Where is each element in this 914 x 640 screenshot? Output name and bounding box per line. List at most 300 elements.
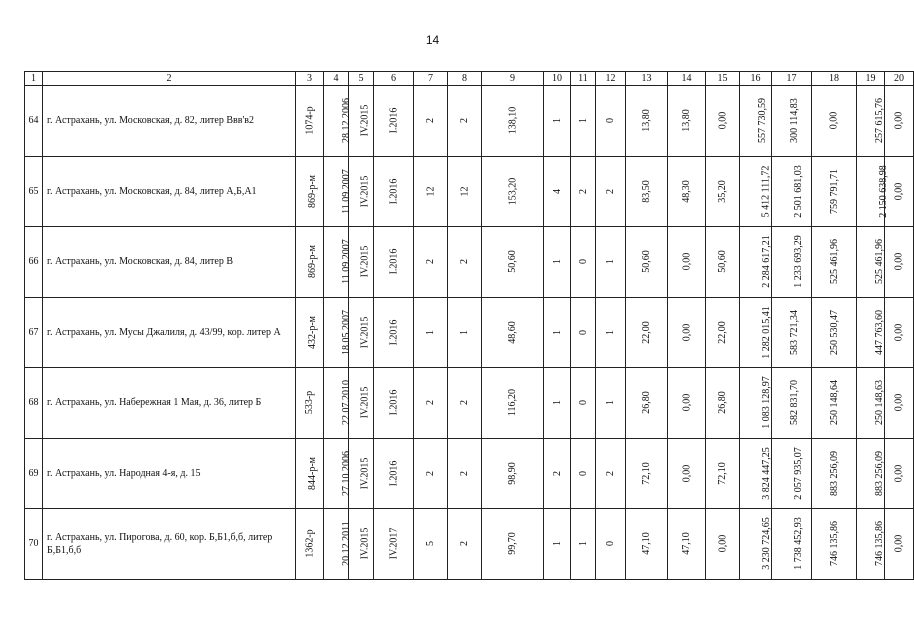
cost-regional-value: 525 461,96 xyxy=(829,239,840,285)
rooms-total-value: 2 xyxy=(551,470,563,476)
address-cell xyxy=(43,368,296,439)
column-header: 4 xyxy=(324,72,349,86)
decision-date-cell xyxy=(324,227,352,298)
column-header: 14 xyxy=(668,72,706,86)
decision-number-value: 844-р-м xyxy=(307,456,318,490)
area-private-cell xyxy=(668,297,706,368)
cost-extra-value: 0,00 xyxy=(893,394,905,412)
rooms-private-value: 0 xyxy=(577,400,589,406)
rooms-municipal-value: 0 xyxy=(605,118,616,124)
address-cell xyxy=(43,86,296,157)
row-number-cell xyxy=(25,368,43,439)
residents-relocated-cell xyxy=(448,438,482,509)
area-total-value: 153,20 xyxy=(507,177,518,205)
residents-relocated-value: 2 xyxy=(459,400,470,406)
rooms-total-cell xyxy=(544,509,571,580)
residents-relocated-value: 2 xyxy=(459,259,470,265)
area-municipal-value: 72,10 xyxy=(717,462,728,485)
rooms-municipal-cell xyxy=(596,227,626,298)
stage-start-value: IV.2015 xyxy=(359,245,371,278)
cost-municipal-value: 2 150 638,98 xyxy=(877,165,889,218)
page-number: 14 xyxy=(425,33,440,47)
column-header: 8 xyxy=(448,72,482,86)
decision-date-value: 22.07.2010 xyxy=(341,380,352,426)
area-total-cell xyxy=(482,227,544,298)
cost-regional-cell xyxy=(812,297,857,368)
residents-relocated-cell xyxy=(448,156,482,227)
cost-extra-cell xyxy=(885,297,914,368)
area-municipal-value: 50,60 xyxy=(717,250,728,273)
decision-number-value: 1362-р xyxy=(304,529,316,558)
column-header: 11 xyxy=(571,72,596,86)
stage-start-cell xyxy=(349,368,374,439)
area-private-cell xyxy=(668,156,706,227)
rooms-municipal-value: 0 xyxy=(605,541,616,547)
area-total-value: 48,60 xyxy=(507,321,518,344)
area-private-value: 13,80 xyxy=(681,109,692,132)
rooms-private-value: 2 xyxy=(577,188,589,194)
residents-total-cell xyxy=(414,297,448,368)
cost-total-value: 5 412 111,72 xyxy=(760,165,772,218)
cost-municipal-value: 746 135,86 xyxy=(874,521,885,567)
residents-total-cell xyxy=(414,509,448,580)
area-total-cell xyxy=(482,509,544,580)
row-number-cell xyxy=(25,227,43,298)
decision-number-cell xyxy=(296,86,324,157)
decision-number-cell xyxy=(296,227,324,298)
cost-municipal-value: 447 763,60 xyxy=(874,309,885,355)
area-total-cell xyxy=(482,438,544,509)
cost-extra-value: 0,00 xyxy=(893,535,905,553)
rooms-total-value: 1 xyxy=(551,259,563,265)
cost-extra-cell xyxy=(885,227,914,298)
area-total-cell xyxy=(482,368,544,439)
cost-regional-cell xyxy=(812,227,857,298)
area-private-value: 0,00 xyxy=(681,394,692,412)
rooms-private-value: 1 xyxy=(577,118,589,124)
address-value: г. Астрахань, ул. Московская, д. 84, литер В xyxy=(47,256,234,268)
residents-total-value: 2 xyxy=(425,118,436,124)
decision-date-value: 28.12.2006 xyxy=(341,98,352,144)
cost-municipal-value: 257 615,76 xyxy=(874,98,885,144)
decision-number-value: 533-р xyxy=(304,391,315,415)
column-header: 1 xyxy=(25,72,43,86)
column-header: 3 xyxy=(296,72,324,86)
stage-start-cell xyxy=(349,509,374,580)
cost-regional-value: 0,00 xyxy=(828,112,840,130)
area-municipal-value: 26,80 xyxy=(717,391,728,414)
cost-municipal-cell xyxy=(857,438,885,509)
cost-total-cell xyxy=(740,368,772,439)
area-total-value: 98,90 xyxy=(507,462,518,485)
rooms-private-cell xyxy=(571,156,596,227)
column-header: 16 xyxy=(740,72,772,86)
decision-date-cell xyxy=(324,438,352,509)
row-number-value: 65 xyxy=(28,185,39,197)
residents-relocated-value: 1 xyxy=(459,329,470,335)
area-municipal-value: 35,20 xyxy=(717,180,728,203)
column-header: 13 xyxy=(626,72,668,86)
rooms-total-value: 4 xyxy=(551,188,563,194)
residents-relocated-value: 2 xyxy=(459,470,470,476)
column-header: 2 xyxy=(43,72,296,86)
row-number-cell xyxy=(25,509,43,580)
cost-total-value: 3 824 447,25 xyxy=(760,447,772,500)
address-cell xyxy=(43,227,296,298)
rooms-total-value: 1 xyxy=(551,329,563,335)
area-relocated-cell xyxy=(626,438,668,509)
cost-fund-cell xyxy=(772,86,812,157)
cost-regional-value: 250 148,64 xyxy=(829,380,840,426)
column-header: 10 xyxy=(544,72,571,86)
rooms-total-value: 1 xyxy=(551,400,563,406)
decision-date-value: 11.09.2007 xyxy=(340,168,352,214)
cost-total-cell xyxy=(740,227,772,298)
column-header: 12 xyxy=(596,72,626,86)
rooms-private-value: 0 xyxy=(577,470,589,476)
table-row xyxy=(25,368,914,439)
rooms-private-value: 0 xyxy=(577,329,589,335)
area-total-value: 116,20 xyxy=(506,389,518,417)
stage-end-cell xyxy=(374,438,414,509)
cost-fund-cell xyxy=(772,227,812,298)
area-relocated-cell xyxy=(626,227,668,298)
rooms-total-value: 1 xyxy=(551,541,563,547)
cost-fund-value: 1 738 452,93 xyxy=(792,517,804,570)
column-header: 15 xyxy=(706,72,740,86)
decision-number-cell xyxy=(296,368,324,439)
decision-number-value: 869-р-м xyxy=(307,174,318,208)
area-relocated-cell xyxy=(626,368,668,439)
rooms-municipal-cell xyxy=(596,86,626,157)
area-relocated-value: 47,10 xyxy=(641,532,652,555)
area-total-value: 138,10 xyxy=(507,107,518,135)
cost-regional-value: 250 530,47 xyxy=(829,309,840,355)
rooms-total-cell xyxy=(544,156,571,227)
area-total-value: 50,60 xyxy=(507,250,518,273)
area-municipal-cell xyxy=(706,156,740,227)
decision-number-cell xyxy=(296,297,324,368)
cost-regional-cell xyxy=(812,438,857,509)
cost-total-value: 1 282 015,41 xyxy=(760,306,772,359)
cost-regional-value: 759 791,71 xyxy=(829,168,840,214)
area-private-value: 48,30 xyxy=(681,180,692,203)
stage-end-cell xyxy=(374,297,414,368)
column-header: 7 xyxy=(414,72,448,86)
cost-extra-cell xyxy=(885,509,914,580)
cost-extra-value: 0,00 xyxy=(893,464,905,482)
decision-number-cell xyxy=(296,156,324,227)
cost-regional-cell xyxy=(812,86,857,157)
area-municipal-value: 22,00 xyxy=(717,321,728,344)
rooms-total-cell xyxy=(544,368,571,439)
area-private-value: 0,00 xyxy=(681,253,692,271)
cost-municipal-cell xyxy=(857,509,885,580)
stage-start-cell xyxy=(349,438,374,509)
cost-fund-value: 582 831,70 xyxy=(789,380,800,426)
address-value: г. Астрахань, ул. Московская, д. 82, литер Ввв'в2 xyxy=(47,115,254,127)
stage-end-cell xyxy=(374,509,414,580)
cost-extra-cell xyxy=(885,156,914,227)
stage-start-cell xyxy=(349,297,374,368)
area-municipal-value: 0,00 xyxy=(717,112,728,130)
cost-extra-value: 0,00 xyxy=(893,253,905,271)
cost-fund-cell xyxy=(772,368,812,439)
residents-total-value: 12 xyxy=(425,186,436,197)
column-header: 17 xyxy=(772,72,812,86)
rooms-municipal-cell xyxy=(596,509,626,580)
row-number-value: 66 xyxy=(28,256,39,268)
rooms-private-cell xyxy=(571,368,596,439)
address-value: г. Астрахань, ул. Пирогова, д. 60, кор. Б,Б1,б,б, литер Б,Б1,б,б xyxy=(47,531,273,556)
cost-fund-value: 583 721,34 xyxy=(789,309,800,355)
address-value: г. Астрахань, ул. Мусы Джалиля, д. 43/99, кор. литер А xyxy=(47,326,281,338)
cost-fund-value: 2 501 681,03 xyxy=(792,165,804,218)
decision-date-cell xyxy=(324,156,352,227)
table-row xyxy=(25,438,914,509)
area-private-value: 47,10 xyxy=(681,532,692,555)
cost-municipal-cell xyxy=(857,156,889,227)
cost-fund-value: 1 233 693,29 xyxy=(792,235,804,288)
area-private-cell xyxy=(668,368,706,439)
area-relocated-value: 22,00 xyxy=(641,321,652,344)
rooms-private-cell xyxy=(571,438,596,509)
row-number-cell xyxy=(25,86,43,157)
area-private-cell xyxy=(668,227,706,298)
stage-end-value: I.2016 xyxy=(388,178,399,205)
cost-municipal-value: 525 461,96 xyxy=(874,239,885,285)
cost-fund-value: 300 114,83 xyxy=(788,98,800,144)
cost-municipal-cell xyxy=(857,297,885,368)
area-relocated-value: 26,80 xyxy=(641,391,652,414)
stage-start-cell xyxy=(349,227,374,298)
table-row xyxy=(25,156,914,227)
rooms-municipal-cell xyxy=(596,438,626,509)
rooms-total-cell xyxy=(544,86,571,157)
residents-total-value: 2 xyxy=(425,259,436,265)
address-cell xyxy=(43,438,296,509)
rooms-total-cell xyxy=(544,438,571,509)
area-private-cell xyxy=(668,86,706,157)
residents-total-value: 1 xyxy=(425,329,436,335)
column-header: 5 xyxy=(349,72,374,86)
table-row xyxy=(25,227,914,298)
residents-total-value: 5 xyxy=(425,541,436,547)
address-cell xyxy=(43,509,296,580)
area-relocated-value: 83,50 xyxy=(641,180,652,203)
decision-date-cell xyxy=(324,368,352,439)
area-private-cell xyxy=(668,438,706,509)
area-private-value: 0,00 xyxy=(681,323,692,341)
cost-regional-value: 883 256,09 xyxy=(829,450,840,496)
cost-extra-cell xyxy=(885,368,914,439)
cost-total-value: 1 083 128,97 xyxy=(760,376,772,429)
residents-relocated-cell xyxy=(448,509,482,580)
stage-start-cell xyxy=(349,156,374,227)
stage-end-cell xyxy=(374,86,414,157)
cost-municipal-cell xyxy=(857,86,885,157)
column-header: 19 xyxy=(857,72,885,86)
stage-end-cell xyxy=(374,227,414,298)
table-row xyxy=(25,86,914,157)
area-municipal-cell xyxy=(706,438,740,509)
cost-fund-cell xyxy=(772,509,812,580)
rooms-municipal-cell xyxy=(596,368,626,439)
cost-fund-cell xyxy=(772,438,812,509)
cost-municipal-value: 883 256,09 xyxy=(874,450,885,496)
area-municipal-cell xyxy=(706,297,740,368)
decision-number-value: 432-р-м xyxy=(307,315,318,349)
row-number-value: 68 xyxy=(28,397,39,409)
row-number-value: 64 xyxy=(28,115,39,127)
rooms-total-cell xyxy=(544,297,571,368)
area-municipal-cell xyxy=(706,86,740,157)
address-cell xyxy=(43,297,296,368)
residents-relocated-cell xyxy=(448,227,482,298)
row-number-value: 67 xyxy=(28,326,39,338)
area-total-cell xyxy=(482,297,544,368)
stage-end-value: I.2016 xyxy=(388,319,399,346)
column-header: 6 xyxy=(374,72,414,86)
area-relocated-cell xyxy=(626,509,668,580)
cost-regional-cell xyxy=(812,368,857,439)
cost-regional-cell xyxy=(812,156,857,227)
table-row xyxy=(25,297,914,368)
residents-total-cell xyxy=(414,86,448,157)
area-relocated-value: 72,10 xyxy=(641,462,652,485)
rooms-municipal-value: 1 xyxy=(605,329,616,335)
area-private-value: 0,00 xyxy=(681,464,692,482)
residents-total-cell xyxy=(414,227,448,298)
stage-end-value: IV.2017 xyxy=(387,527,399,560)
area-municipal-cell xyxy=(706,509,740,580)
cost-municipal-cell xyxy=(857,227,885,298)
cost-total-cell xyxy=(740,156,772,227)
column-header: 18 xyxy=(812,72,857,86)
decision-date-value: 20.12.2011 xyxy=(340,521,352,567)
residents-relocated-value: 2 xyxy=(459,541,470,547)
rooms-municipal-value: 1 xyxy=(605,259,616,265)
stage-end-cell xyxy=(374,368,414,439)
cost-extra-value: 0,00 xyxy=(893,112,905,130)
area-municipal-cell xyxy=(706,368,740,439)
decision-date-value: 11.09.2007 xyxy=(340,239,352,285)
area-relocated-cell xyxy=(626,156,668,227)
area-relocated-cell xyxy=(626,86,668,157)
area-total-value: 99,70 xyxy=(507,532,518,555)
cost-total-value: 2 284 617,21 xyxy=(760,235,772,288)
rooms-private-value: 1 xyxy=(577,541,589,547)
area-relocated-cell xyxy=(626,297,668,368)
rooms-municipal-value: 2 xyxy=(605,188,616,194)
column-header: 20 xyxy=(885,72,914,86)
address-value: г. Астрахань, ул. Набережная 1 Мая, д. 36, литер Б xyxy=(47,397,262,409)
cost-municipal-value: 250 148,63 xyxy=(874,380,885,426)
register-table xyxy=(24,71,914,580)
residents-relocated-cell xyxy=(448,297,482,368)
stage-end-value: I.2016 xyxy=(388,389,399,416)
cost-total-cell xyxy=(740,297,772,368)
decision-number-cell xyxy=(296,438,324,509)
area-relocated-value: 50,60 xyxy=(641,250,652,273)
residents-total-value: 2 xyxy=(425,400,436,406)
decision-number-value: 869-р-м xyxy=(307,245,318,279)
decision-number-cell xyxy=(296,509,324,580)
decision-date-cell xyxy=(324,297,352,368)
stage-start-value: IV.2015 xyxy=(359,316,371,349)
stage-end-value: I.2016 xyxy=(388,248,399,275)
residents-total-cell xyxy=(414,368,448,439)
cost-extra-cell xyxy=(885,438,914,509)
decision-date-value: 18.05.2007 xyxy=(341,309,352,355)
residents-relocated-cell xyxy=(448,86,482,157)
residents-relocated-cell xyxy=(448,368,482,439)
rooms-total-value: 1 xyxy=(551,118,563,124)
table-row xyxy=(25,509,914,580)
area-total-cell xyxy=(482,156,544,227)
cost-fund-cell xyxy=(772,156,812,227)
register-table-body xyxy=(25,86,914,580)
address-value: г. Астрахань, ул. Московская, д. 84, литер А,Б,А1 xyxy=(47,185,257,197)
stage-start-value: IV.2015 xyxy=(359,527,371,560)
stage-start-value: IV.2015 xyxy=(359,175,371,208)
cost-total-cell xyxy=(740,86,772,157)
decision-number-value: 1074-р xyxy=(304,106,316,135)
rooms-private-cell xyxy=(571,227,596,298)
stage-end-value: I.2016 xyxy=(388,460,399,487)
cost-regional-value: 746 135,86 xyxy=(829,521,840,567)
cost-regional-cell xyxy=(812,509,857,580)
rooms-private-cell xyxy=(571,86,596,157)
area-municipal-value: 0,00 xyxy=(717,535,728,553)
cost-total-value: 557 730,59 xyxy=(757,98,768,144)
row-number-cell xyxy=(25,297,43,368)
residents-total-cell xyxy=(414,438,448,509)
cost-fund-cell xyxy=(772,297,812,368)
column-header: 9 xyxy=(482,72,544,86)
residents-relocated-value: 12 xyxy=(459,186,470,197)
cost-total-value: 3 230 724,65 xyxy=(760,517,772,570)
decision-date-value: 27.10.2006 xyxy=(341,450,352,496)
cost-extra-cell xyxy=(885,86,914,157)
row-number-cell xyxy=(25,438,43,509)
area-private-cell xyxy=(668,509,706,580)
rooms-municipal-cell xyxy=(596,156,626,227)
residents-total-cell xyxy=(414,156,448,227)
stage-start-value: IV.2015 xyxy=(359,104,371,137)
rooms-private-value: 0 xyxy=(577,259,589,265)
rooms-municipal-value: 2 xyxy=(605,470,616,476)
row-number-value: 69 xyxy=(28,467,39,479)
cost-municipal-cell xyxy=(857,368,885,439)
cost-fund-value: 2 057 935,07 xyxy=(792,447,804,500)
cost-extra-value: 0,00 xyxy=(893,182,905,200)
stage-start-cell xyxy=(349,86,374,157)
rooms-private-cell xyxy=(571,297,596,368)
area-relocated-value: 13,80 xyxy=(641,109,652,132)
rooms-municipal-value: 1 xyxy=(605,400,616,406)
area-total-cell xyxy=(482,86,544,157)
rooms-private-cell xyxy=(571,509,596,580)
row-number-cell xyxy=(25,156,43,227)
column-number-row xyxy=(25,72,914,86)
decision-date-cell xyxy=(324,86,352,157)
cost-total-cell xyxy=(740,438,772,509)
rooms-municipal-cell xyxy=(596,297,626,368)
cost-extra-value: 0,00 xyxy=(893,323,905,341)
stage-start-value: IV.2015 xyxy=(359,457,371,490)
address-value: г. Астрахань, ул. Народная 4-я, д. 15 xyxy=(47,467,201,479)
